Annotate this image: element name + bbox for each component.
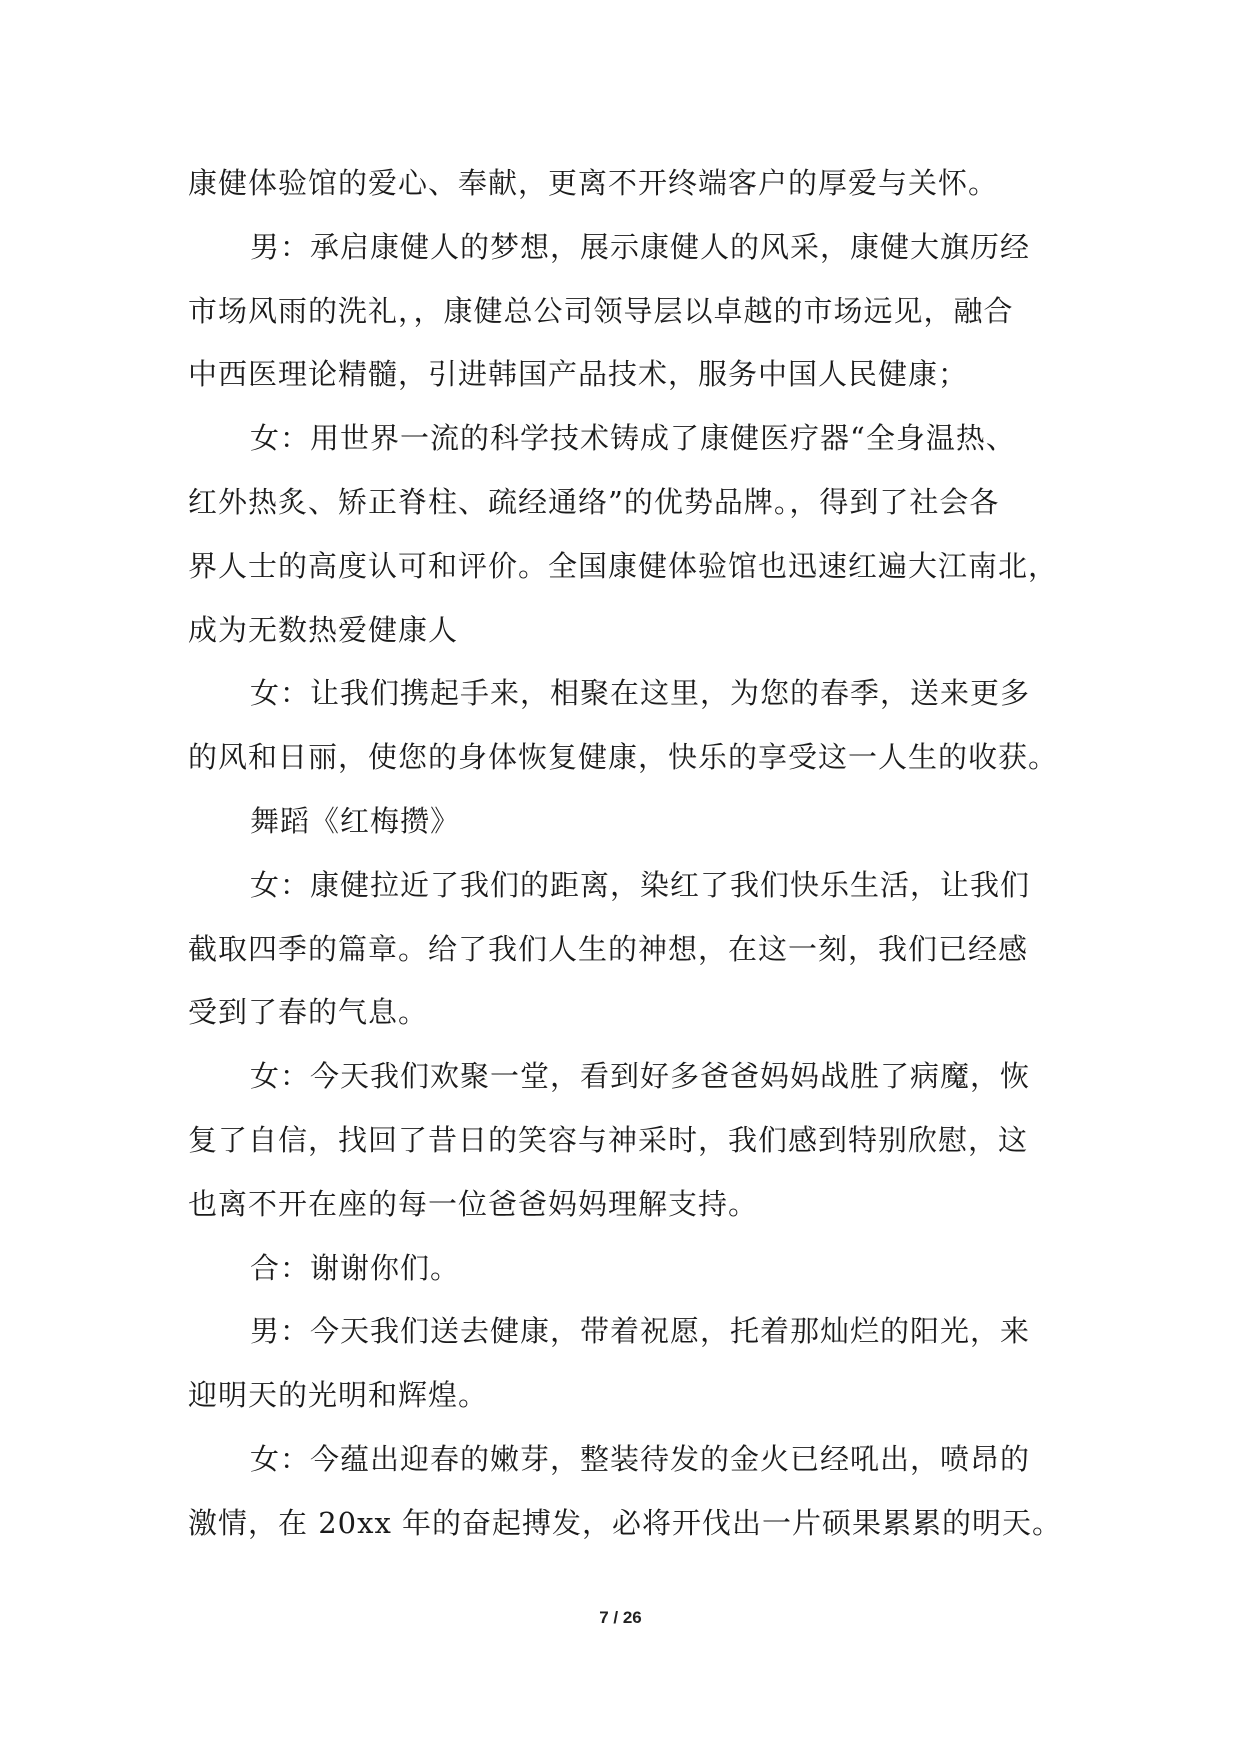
text-line: 成为无数热爱健康人: [188, 612, 459, 647]
text-line: 红外热炙、矫正脊柱、疏经通络”的优势品牌。，得到了社会各: [188, 484, 1000, 519]
text-line: 界人士的高度认可和评价。全国康健体验馆也迅速红遍大江南北，: [188, 548, 1059, 583]
text-line: 男：承启康健人的梦想，展示康健人的风采，康健大旗历经: [250, 229, 1031, 264]
body-text: [188, 152, 1063, 1556]
text-line: 复了自信，找回了昔日的笑容与神采时，我们感到特别欣慰，这: [188, 1122, 1029, 1157]
text-line: 激情，在 20xx 年的奋起搏发，必将开伐出一片硕果累累的明天。: [188, 1505, 1063, 1540]
text-line: 女：今蕴出迎春的嫩芽，整装待发的金火已经吼出，喷昂的: [250, 1441, 1031, 1476]
page-number: 7 / 26: [599, 1608, 642, 1627]
text-line: 迎明天的光明和辉煌。: [188, 1378, 489, 1413]
text-line: 也离不开在座的每一位爸爸妈妈理解支持。: [188, 1186, 759, 1221]
text-line: 女：康健拉近了我们的距离，染红了我们快乐生活，让我们: [250, 867, 1031, 902]
text-line: 康健体验馆的爱心、奉献，更离不开终端客户的厚爱与关怀。: [188, 166, 999, 200]
text-line: 舞蹈《红梅攒》: [250, 803, 461, 838]
text-line: 市场风雨的洗礼，，康健总公司领导层以卓越的市场远见，融合: [188, 293, 1014, 328]
text-line: 的风和日丽，使您的身体恢复健康，快乐的享受这一人生的收获。: [188, 740, 1059, 775]
text-line: 女：用世界一流的科学技术铸成了康健医疗器“全身温热、: [250, 421, 1016, 456]
text-line: 男：今天我们送去健康，带着祝愿，托着那灿烂的阳光，来: [250, 1314, 1031, 1349]
text-line: 受到了春的气息。: [188, 995, 429, 1030]
text-line: 女：今天我们欢聚一堂，看到好多爸爸妈妈战胜了病魔，恢: [250, 1059, 1031, 1094]
text-line: 女：让我们携起手来，相聚在这里，为您的春季，送来更多: [250, 676, 1031, 711]
text-line: 合：谢谢你们。: [250, 1250, 461, 1285]
text-line: 截取四季的篇章。给了我们人生的神想，在这一刻，我们已经感: [188, 931, 1029, 966]
text-line: 中西医理论精髓，引进韩国产品技术，服务中国人民健康；: [188, 357, 969, 392]
